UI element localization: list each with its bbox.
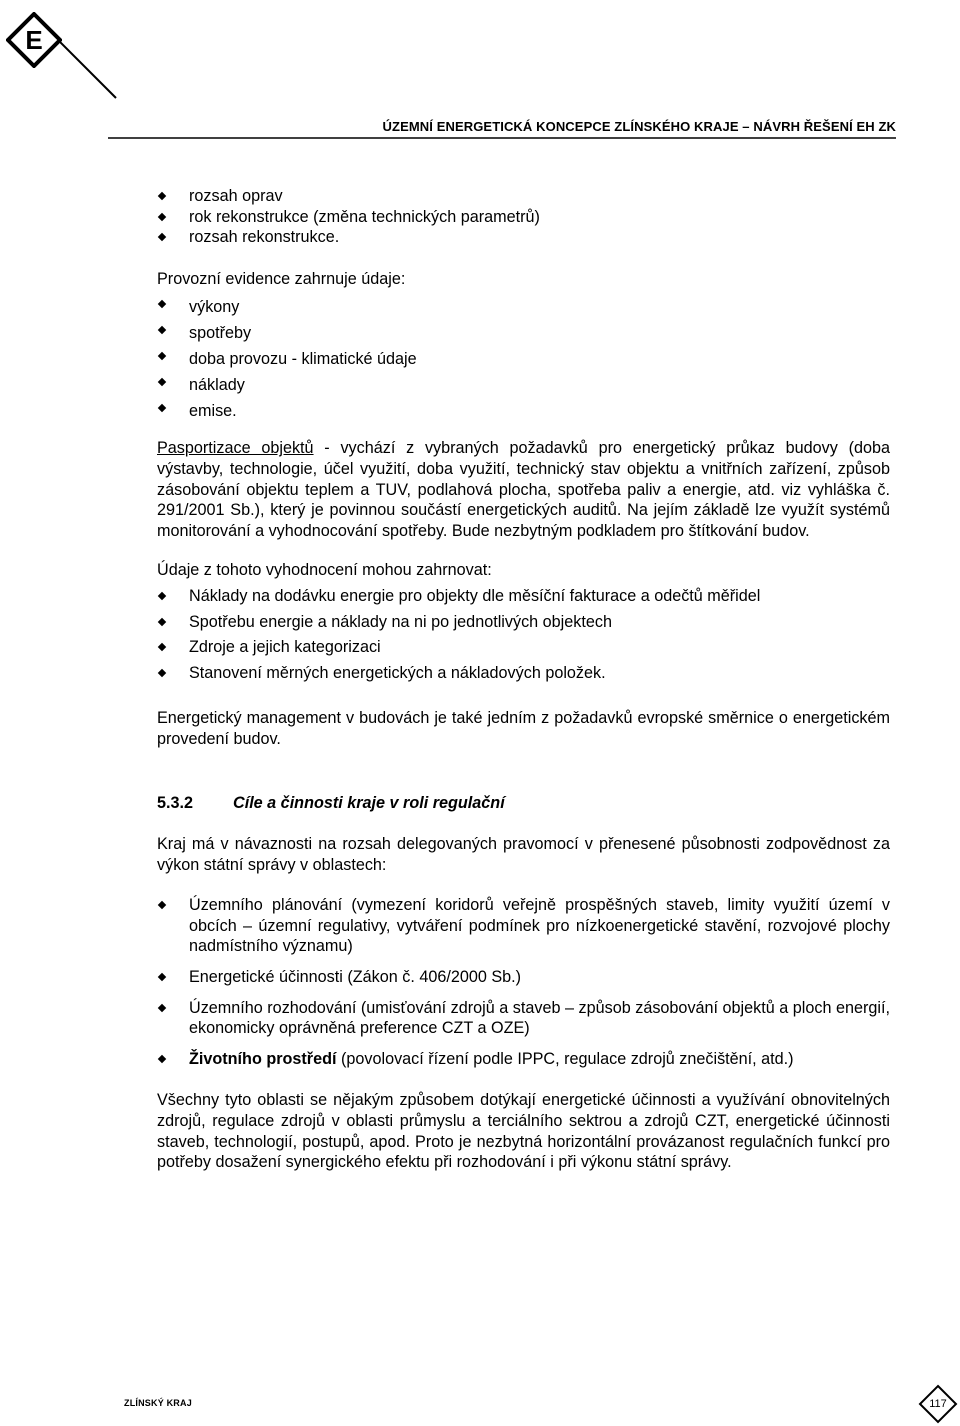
paragraph-udaje: Údaje z tohoto vyhodnocení mohou zahrnovat: — [157, 561, 492, 580]
page-number: 117 — [929, 1398, 947, 1410]
list-item: Náklady na dodávku energie pro objekty dle měsíční fakturace a odečtů měřidel — [157, 586, 890, 607]
list-item: výkony — [157, 294, 890, 320]
list-item: rok rekonstrukce (změna technických parametrů) — [157, 207, 890, 228]
paragraph-provozni: Provozní evidence zahrnuje údaje: — [157, 269, 406, 288]
list-item: Spotřebu energie a náklady na ni po jednotlivých objektech — [157, 612, 890, 633]
paragraph-pasportizace — [157, 438, 890, 541]
list-item: náklady — [157, 372, 890, 398]
paragraph-management: Energetický management v budovách je také jedním z požadavků evropské směrnice o energetickém provedení budov. — [157, 709, 890, 748]
list-item: Energetické účinnosti (Zákon č. 406/2000 Sb.) — [157, 967, 890, 988]
list-item: spotřeby — [157, 320, 890, 346]
header-title: ÚZEMNÍ ENERGETICKÁ KONCEPCE ZLÍNSKÉHO KRAJE – NÁVRH ŘEŠENÍ EH ZK — [382, 119, 896, 134]
list-competence-areas — [157, 895, 890, 1069]
section-title: Cíle a činnosti kraje v roli regulační — [233, 793, 505, 812]
list-item: Územního rozhodování (umisťování zdrojů a staveb – způsob zásobování objektů a ploch energií, ekonomicky oprávněná preference CZT a OZE) — [157, 998, 890, 1039]
list-item: Stanovení měrných energetických a nákladových položek. — [157, 663, 890, 684]
section-number: 5.3.2 — [157, 793, 194, 812]
list-repair-items — [157, 186, 890, 248]
paragraph-vsechny: Všechny tyto oblasti se nějakým způsobem dotýkají energetické účinnosti a využívání obnovitelných zdrojů, regulace zdrojů v oblasti průmyslu a terciálního sektrou a zdrojů CZT, energetické účinnosti staveb, technologií, postupů, apod. Proto je nezbytná horizontální provázanost regulačních funkcí pro potřeby dosažení synergického efektu při rozhodování i při výkonu státní správy. — [157, 1091, 890, 1172]
pasportizace-term: Pasportizace objektů — [157, 439, 314, 458]
list-item — [157, 1049, 890, 1070]
list-item: Územního plánování (vymezení koridorů veřejně prospěšných staveb, limity využití území v obcích – územní regulativy, vytváření podmínek pro nízkoenergetické stavění, rozvojové plochy nadmístního významu) — [157, 895, 890, 957]
document-body — [157, 186, 890, 1173]
footer-region-name: ZLÍNSKÝ KRAJ — [124, 1398, 192, 1408]
paragraph-kraj: Kraj má v návaznosti na rozsah delegovaných pravomocí v přenesené působnosti zodpovědnost za výkon státní správy v oblastech: — [157, 835, 890, 874]
list-item: doba provozu - klimatické údaje — [157, 346, 890, 372]
environment-term: Životního prostředí — [189, 1049, 337, 1068]
list-item: emise. — [157, 398, 890, 424]
list-evaluation-items — [157, 586, 890, 683]
list-item: Zdroje a jejich kategorizaci — [157, 637, 890, 658]
environment-text: (povolovací řízení podle IPPC, regulace zdrojů znečištění, atd.) — [336, 1049, 794, 1068]
section-heading — [157, 793, 890, 814]
list-item: rozsah rekonstrukce. — [157, 227, 890, 248]
logo-e-icon — [6, 12, 62, 68]
logo-letter: E — [25, 25, 43, 55]
list-operation-items — [157, 294, 890, 424]
pasportizace-text: - vychází z vybraných požadavků pro energetický průkaz budovy (doba výstavby, technologie, účel využití, doba využití, technický stav objektu a vnitřních zařízení, způsob zásobování objektu teplem a TUV, podlahová plocha, spotřeba paliv a energie, atd. viz vyhláška č. 291/2001 Sb.), který je povinnou součástí energetických auditů. Na jejím základě lze využít systémů monitorování a vyhodnocování spotřeby. Bude nezbytným podkladem pro štítkování budov. — [157, 439, 890, 540]
list-item: rozsah oprav — [157, 186, 890, 207]
